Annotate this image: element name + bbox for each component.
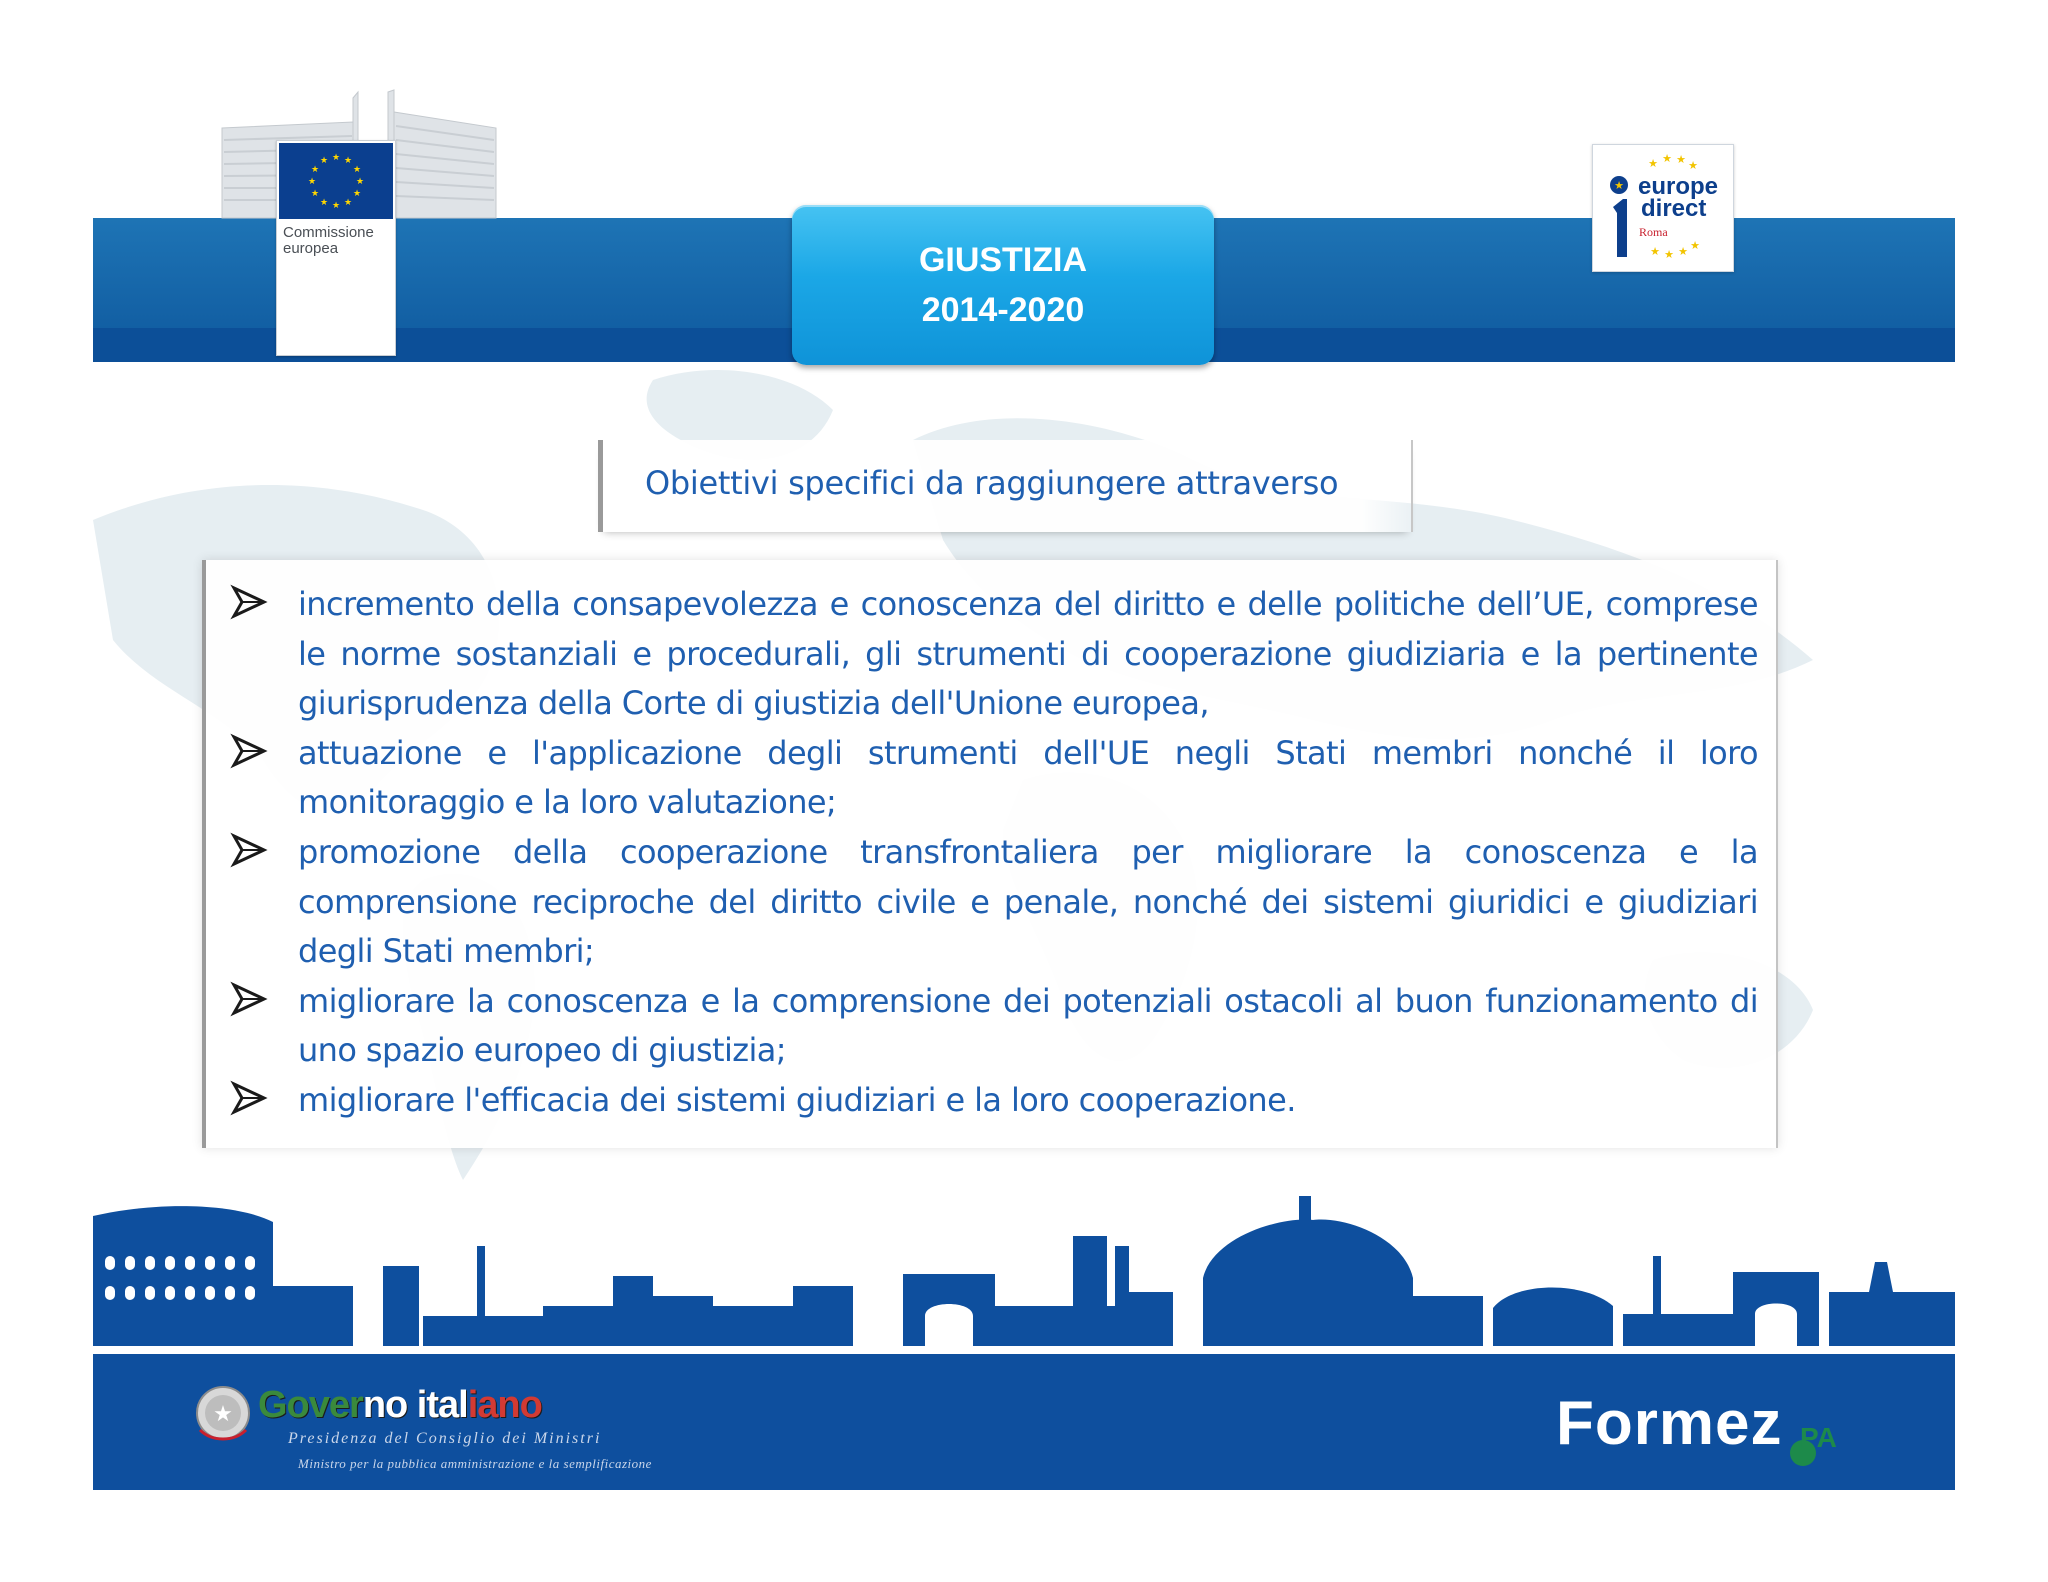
subtitle-box: [598, 440, 1413, 532]
subtitle: Obiettivi specifici da raggiungere attraverso: [645, 464, 1339, 502]
svg-text:★: ★: [307, 177, 317, 187]
svg-text:★: ★: [1676, 153, 1686, 166]
slide-title-line1: GIUSTIZIA: [918, 241, 1088, 279]
governo-subtitle-1: Presidenza del Consiglio dei Ministri: [288, 1430, 602, 1447]
objective-text: promozione della cooperazione transfrontaliera per migliorare la conoscenza e la comprensione reciproche del diritto civile e penale, nonché dei sistemi giuridici e giudiziari degli Stati membri;: [298, 832, 1758, 971]
svg-text:★: ★: [319, 198, 329, 208]
europe-direct-direct: direct: [1641, 195, 1707, 222]
list-item: [228, 580, 1758, 729]
svg-text:★: ★: [310, 165, 320, 175]
objective-text: incremento della consapevolezza e conoscenza del diritto e delle politiche dell’UE, comprese le norme sostanziali e procedurali, gli strumenti di cooperazione giudiziaria e la pertinente giurisprudenza della Corte di giustizia dell'Unione europea,: [298, 585, 1758, 723]
governo-part-white: no ital: [362, 1384, 468, 1426]
ec-logo-text-line2: europea: [283, 240, 339, 257]
objectives-list: [228, 580, 1758, 1126]
svg-text:★: ★: [352, 165, 362, 175]
arrowhead-bullet-icon: [230, 830, 270, 870]
governo-part-red: iano: [467, 1384, 542, 1426]
svg-text:★: ★: [331, 153, 341, 163]
svg-text:★: ★: [1662, 152, 1672, 165]
ec-logo-text-line1: Commissione: [283, 224, 374, 241]
list-item: [228, 977, 1758, 1076]
formez-pa: PA: [1800, 1422, 1837, 1453]
svg-text:★: ★: [331, 201, 341, 211]
governo-italiano-logo: [258, 1384, 542, 1427]
eu-flag-icon: [279, 143, 393, 219]
arrowhead-bullet-icon: [230, 731, 270, 771]
svg-text:★: ★: [1650, 245, 1660, 258]
ec-logo-text: [283, 225, 374, 257]
svg-text:★: ★: [352, 189, 362, 199]
svg-text:★: ★: [355, 177, 365, 187]
list-item: [228, 828, 1758, 977]
formez-logo: Formez: [1556, 1389, 1783, 1458]
arrowhead-bullet-icon: [230, 979, 270, 1019]
european-commission-logo: [218, 88, 498, 268]
objective-text: migliorare la conoscenza e la comprensione dei potenziali ostacoli al buon funzionamento di uno spazio europeo di giustizia;: [298, 981, 1758, 1070]
svg-text:★: ★: [1688, 159, 1698, 172]
svg-text:★: ★: [1648, 157, 1658, 170]
europe-direct-logo: [1592, 144, 1734, 272]
list-item: [228, 729, 1758, 828]
arrowhead-bullet-icon: [230, 1078, 270, 1118]
rome-skyline-illustration: [93, 1196, 1955, 1346]
svg-text:★: ★: [213, 1402, 233, 1427]
svg-text:★: ★: [319, 156, 329, 166]
svg-text:★: ★: [1678, 245, 1688, 258]
ec-flag-box: [276, 140, 396, 356]
governo-part-green: Gover: [258, 1384, 363, 1426]
svg-text:★: ★: [1614, 179, 1624, 192]
objective-text: migliorare l'efficacia dei sistemi giudiziari e la loro cooperazione.: [298, 1080, 1296, 1119]
objective-text: attuazione e l'applicazione degli strumenti dell'UE negli Stati membri nonché il loro monitoraggio e la loro valutazione;: [298, 733, 1758, 822]
europe-direct-europe: europe: [1638, 173, 1719, 200]
europe-direct-city: Roma: [1639, 225, 1668, 239]
list-item: [228, 1076, 1758, 1126]
svg-text:★: ★: [1690, 239, 1700, 252]
slide-title-line2: 2014-2020: [921, 291, 1085, 329]
svg-text:★: ★: [310, 189, 320, 199]
svg-text:★: ★: [1664, 248, 1674, 261]
italian-emblem-icon: [192, 1382, 254, 1444]
svg-text:★: ★: [343, 156, 353, 166]
governo-subtitle-2: Ministro per la pubblica amministrazione e la semplificazione: [298, 1456, 652, 1471]
objectives-box: [202, 560, 1778, 1148]
slide-title: [792, 205, 1214, 365]
svg-text:★: ★: [343, 198, 353, 208]
arrowhead-bullet-icon: [230, 582, 270, 622]
